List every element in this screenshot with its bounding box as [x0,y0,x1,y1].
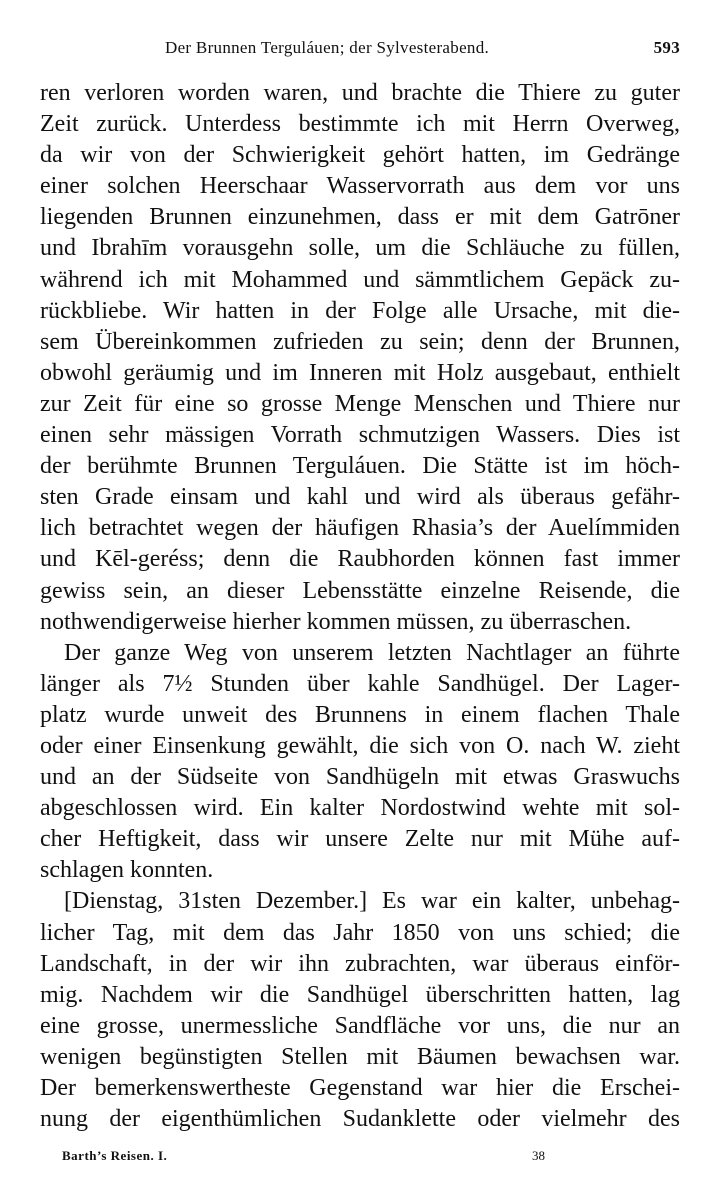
text-line: und Ibrahīm vorausgehn solle, um die Schläuche zu füllen, [40,235,680,262]
text-line: mig. Nachdem wir die Sandhügel überschritten hatten, lag [40,981,680,1008]
text-line: und Kēl-geréss; denn die Raubhorden können fast immer [40,546,680,573]
body-text [40,78,680,1135]
text-line: schlagen konnten. [40,857,214,884]
text-line: obwohl geräumig und im Inneren mit Holz ausgebaut, enthielt [40,359,680,386]
text-line: während ich mit Mohammed und sämmtlichem Gepäck zu- [40,266,680,293]
text-line: Zeit zurück. Unterdess bestimmte ich mit Herrn Overweg, [40,111,680,138]
text-line: einen sehr mässigen Vorrath schmutzigen Wassers. Dies ist [40,422,680,449]
text-line: gewiss sein, an dieser Lebensstätte einzelne Reisende, die [40,577,680,604]
text-line: länger als 7½ Stunden über kahle Sandhügel. Der Lager- [40,670,680,697]
text-line: und an der Südseite von Sandhügeln mit etwas Graswuchs [40,764,680,791]
text-line: der berühmte Brunnen Terguláuen. Die Stätte ist im höch- [40,453,680,480]
text-line: Der bemerkenswertheste Gegenstand war hier die Erschei- [40,1075,680,1101]
text-line: abgeschlossen wird. Ein kalter Nordostwind wehte mit sol- [40,795,680,822]
text-line: lich betrachtet wegen der häufigen Rhasia’s der Auelímmiden [40,515,680,542]
text-line-dated-entry: [Dienstag, 31sten Dezember.] Es war ein kalter, unbehag- [64,888,680,915]
signature-number: 38 [532,1148,545,1163]
running-head [40,38,680,60]
text-line: rückbliebe. Wir hatten in der Folge alle Ursache, mit die- [40,297,680,324]
text-line: liegenden Brunnen einzunehmen, dass er mit dem Gatrōner [40,204,680,231]
text-line: licher Tag, mit dem das Jahr 1850 von uns schied; die [40,919,680,946]
text-line: einer solchen Heerschaar Wasservorrath aus dem vor uns [40,173,680,200]
text-line: nung der eigenthümlichen Sudanklette oder vielmehr des [40,1106,680,1133]
text-line: oder einer Einsenkung gewählt, die sich von O. nach W. zieht [40,732,680,759]
text-line: sten Grade einsam und kahl und wird als überaus gefähr- [40,484,680,511]
printer-signature: Barth’s Reisen. I. [62,1148,168,1163]
text-line: zur Zeit für eine so grosse Menge Menschen und Thiere nur [40,390,680,417]
page-footer [62,1148,662,1168]
text-line: da wir von der Schwierigkeit gehört hatten, im Gedränge [40,142,680,169]
text-line: Landschaft, in der wir ihn zubrachten, war überaus einför- [40,950,680,977]
text-line: cher Heftigkeit, dass wir unsere Zelte nur mit Mühe auf- [40,826,680,853]
running-head-title: Der Brunnen Terguláuen; der Sylvesterabend. [165,38,490,57]
text-line: nothwendigerweise hierher kommen müssen, zu überraschen. [40,608,632,635]
text-line: Der ganze Weg von unserem letzten Nachtlager an führte [64,639,680,666]
text-line: ren verloren worden waren, und brachte die Thiere zu guter [40,80,680,106]
text-line: platz wurde unweit des Brunnens in einem flachen Thale [40,701,680,728]
page-number: 593 [653,38,680,57]
text-line: sem Übereinkommen zufrieden zu sein; denn der Brunnen, [40,328,680,355]
text-line: eine grosse, unermessliche Sandfläche vor uns, die nur an [40,1012,680,1039]
text-line: wenigen begünstigten Stellen mit Bäumen bewachsen war. [40,1043,680,1070]
